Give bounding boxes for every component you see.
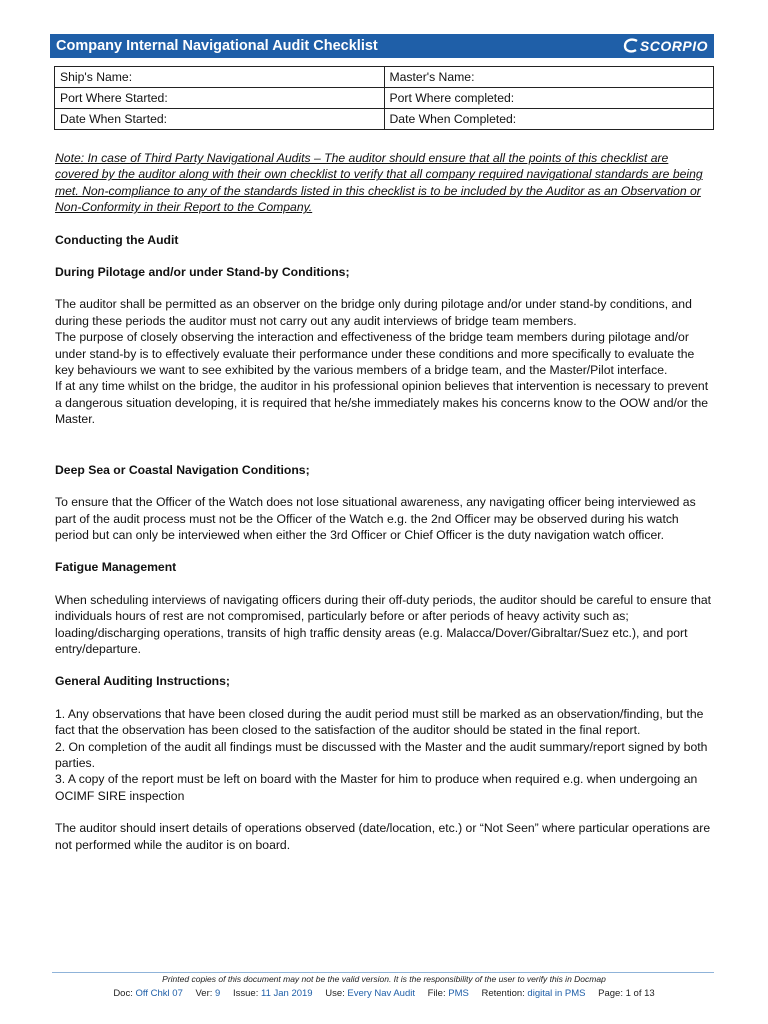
port-started-cell[interactable]: Port Where Started: [55,88,385,109]
pilotage-paragraph-1: The auditor shall be permitted as an observer on the bridge only during pilotage and/or under stand-by conditions, and during these periods the auditor must not carry out any audit interviews of bridge team members. [55,297,692,328]
port-completed-cell[interactable]: Port Where completed: [384,88,714,109]
table-row [55,109,714,130]
footer-divider [52,972,714,973]
fatigue-heading: Fatigue Management [55,560,177,575]
deep-sea-paragraph: To ensure that the Officer of the Watch does not lose situational awareness, any navigating officer being interviewed as part of the audit process must not be the Officer of the Watch e.g. the 2nd Officer may be observed during his watch period but can only be interviewed when either the 3rd Officer or Chief Officer is the duty navigation watch officer. [55,495,696,542]
fatigue-paragraph: When scheduling interviews of navigating officers during their off-duty periods, the auditor should be careful to ensure that individuals hours of rest are not compromised, particularly before or after periods of heavy activity such as; loading/discharging operations, transits of high traffic density areas (e.g. Malacca/Dover/Gibraltar/Suez etc.), and port entry/departure. [55,592,712,656]
ver-label: Ver: [195,988,213,999]
footer-disclaimer: Printed copies of this document may not be the valid version. It is the responsibility of the user to verify this in Docmap [162,974,606,984]
document-title: Company Internal Navigational Audit Checklist [56,38,378,54]
ships-name-cell[interactable]: Ship's Name: [55,67,385,88]
general-instructions-heading: General Auditing Instructions; [55,674,230,689]
general-instruction-2: 2. On completion of the audit all findings must be discussed with the Master and the audit summary/report signed by both parties. [55,739,708,770]
date-completed-cell[interactable]: Date When Completed: [384,109,714,130]
pilotage-paragraph-2: The purpose of closely observing the interaction and effectiveness of the bridge team members during pilotage and/or under stand-by is to effectively evaluate their performance under these conditions and more specifically to evaluate the key behaviours we want to see exhibited by the various members of a bridge team, and the Master/Pilot interface. [55,330,695,378]
conducting-audit-heading: Conducting the Audit [55,232,179,247]
date-started-cell[interactable]: Date When Started: [55,109,385,130]
retention-label: Retention: [481,988,525,999]
third-party-note: Note: In case of Third Party Navigational Audits – The auditor should ensure that all the points of this checklist are covered by the auditor along with their own checklist to verify that all company required navigational standards are being met. Non-compliance to any of the standards listed in this checklist is to be included by the Auditor as an Observation or Non-Conformity in their Report to the Company. [55,151,703,215]
pilotage-paragraph-3: If at any time whilst on the bridge, the auditor in his professional opinion believes that intervention is necessary to prevent a dangerous situation developing, it is required that he/she immediately makes his concerns know to the OOW and/or the Master. [55,379,709,427]
ship-info-table [54,66,714,130]
header-bar [50,34,714,58]
footer-metadata [0,988,768,999]
company-logo [622,37,714,55]
general-instruction-1: 1. Any observations that have been closed during the audit period must still be marked as an observation/finding, but the fact that the observation has been closed to the satisfaction of the auditor should be stated in the final report. [55,706,704,738]
issue-label: Issue: [232,988,259,999]
issue-value: 11 Jan 2019 [260,988,313,999]
document-body [55,150,713,853]
retention-value: digital in PMS [527,988,586,999]
page-label: Page: [598,988,623,999]
general-instruction-3: 3. A copy of the report must be left on board with the Master for him to produce when required e.g. when undergoing an OCIMF SIRE inspection [55,772,698,803]
use-value: Every Nav Audit [347,988,415,999]
ver-value: 9 [215,988,221,999]
doc-label: Doc: [113,988,133,999]
table-row [55,88,714,109]
doc-value: Off Chkl 07 [135,988,183,999]
logo-swoosh-icon [622,37,640,55]
table-row [55,67,714,88]
deep-sea-heading: Deep Sea or Coastal Navigation Conditions; [55,462,310,477]
file-value: PMS [448,988,469,999]
masters-name-cell[interactable]: Master's Name: [384,67,714,88]
logo-text: SCORPIO [639,38,708,54]
file-label: File: [427,988,446,999]
use-label: Use: [325,988,345,999]
page-value: 1 of 13 [625,988,655,999]
pilotage-heading: During Pilotage and/or under Stand-by Conditions; [55,265,350,280]
final-paragraph: The auditor should insert details of operations observed (date/location, etc.) or “Not Seen” where particular operations are not performed while the auditor is on board. [55,821,711,852]
